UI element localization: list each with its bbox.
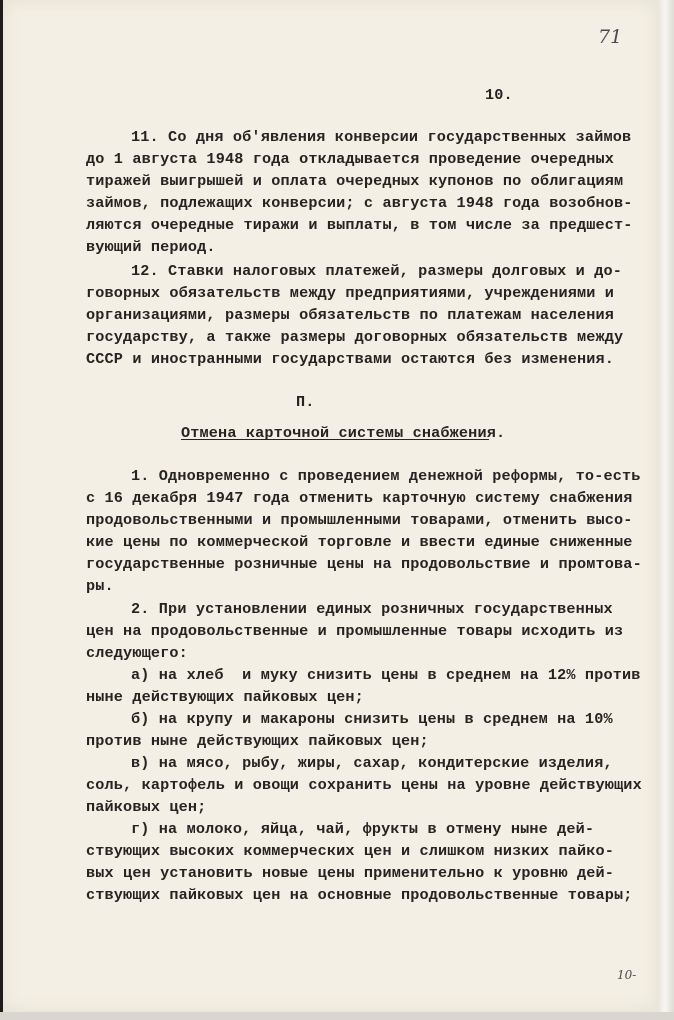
text-line: 2. При установлении единых розничных государственных xyxy=(131,600,613,618)
text-line: в) на мясо, рыбу, жиры, сахар, кондитерские изделия, xyxy=(131,754,613,772)
text-line: государству, а также размеры договорных обязательств между xyxy=(86,328,624,346)
page-edge xyxy=(658,0,674,1020)
text-line: до 1 августа 1948 года откладывается проведение очередных xyxy=(86,150,615,168)
text-line: кие цены по коммерческой торговле и ввести единые сниженные xyxy=(86,533,633,551)
text-line: 11. Со дня об'явления конверсии государственных займов xyxy=(131,128,632,146)
text-line: г) на молоко, яйца, чай, фрукты в отмену ныне дей- xyxy=(131,820,595,838)
text-line: пайковых цен; xyxy=(86,798,207,816)
text-line: СССР и иностранными государствами остаются без изменения. xyxy=(86,350,615,368)
heading-underline xyxy=(181,439,489,440)
section-heading: Отмена карточной системы снабжения. xyxy=(181,424,506,442)
text-line: цен на продовольственные и промышленные товары исходить из xyxy=(86,622,624,640)
text-line: ры. xyxy=(86,577,114,595)
text-line: продовольственными и промышленными товарами, отменить высо- xyxy=(86,511,633,529)
text-line: 1. Одновременно с проведением денежной реформы, то-есть xyxy=(131,467,641,485)
text-line: ныне действующих пайковых цен; xyxy=(86,688,364,706)
text-line: ляются очередные тиражи и выплаты, в том числе за предшест- xyxy=(86,216,633,234)
text-line: с 16 декабря 1947 года отменить карточную систему снабжения xyxy=(86,489,633,507)
text-line: б) на крупу и макароны снизить цены в среднем на 10% xyxy=(131,710,613,728)
page-number: 10. xyxy=(485,86,513,104)
text-line: говорных обязательств между предприятиями, учреждениями и xyxy=(86,284,615,302)
text-line: ствующих пайковых цен на основные продовольственные товары; xyxy=(86,886,633,904)
archive-sheet-number: 71 xyxy=(598,26,623,48)
text-line: займов, подлежащих конверсии; с августа 1948 года возобнов- xyxy=(86,194,633,212)
text-line: тиражей выигрышей и оплата очередных купонов по облигациям xyxy=(86,172,624,190)
text-line: вых цен установить новые цены применительно к уровню дей- xyxy=(86,864,615,882)
footer-handwritten-mark: 10- xyxy=(617,968,637,982)
section-number: П. xyxy=(296,393,315,411)
text-line: государственные розничные цены на продовольствие и промтова- xyxy=(86,555,642,573)
scan-border xyxy=(0,1012,674,1020)
text-line: следующего: xyxy=(86,644,188,662)
text-line: вующий период. xyxy=(86,238,216,256)
text-line: ствующих высоких коммерческих цен и слишком низких пайко- xyxy=(86,842,615,860)
text-line: соль, картофель и овощи сохранить цены на уровне действующих xyxy=(86,776,642,794)
text-line: организациями, размеры обязательств по платежам населения xyxy=(86,306,615,324)
text-line: а) на хлеб и муку снизить цены в среднем на 12% против xyxy=(131,666,641,684)
text-line: 12. Ставки налоговых платежей, размеры долговых и до- xyxy=(131,262,622,280)
text-line: против ныне действующих пайковых цен; xyxy=(86,732,429,750)
